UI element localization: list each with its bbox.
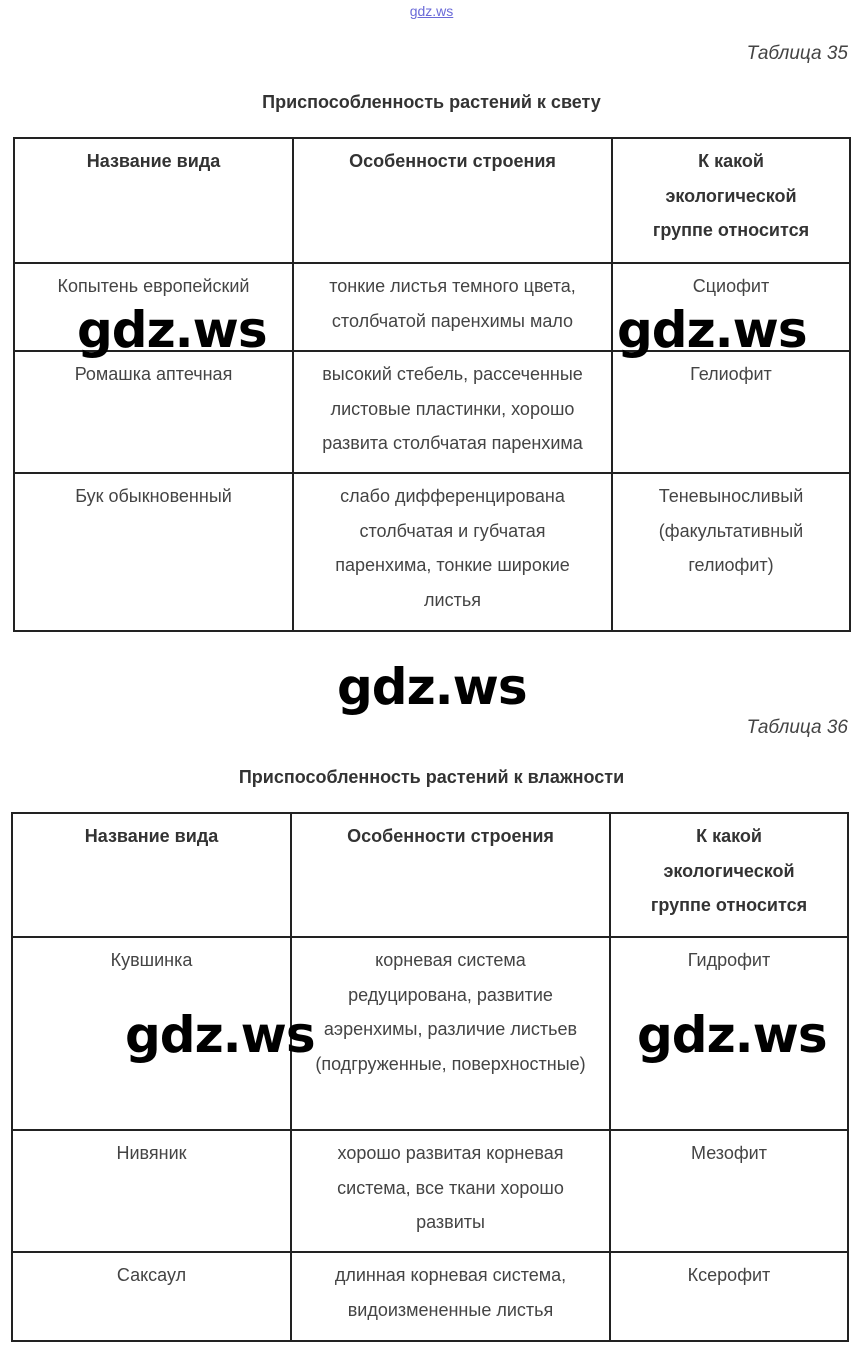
- table-row: [14, 351, 850, 473]
- cell-group: Гидрофит: [610, 937, 848, 1130]
- cell-structure: длинная корневая система, видоизмененные листья: [291, 1252, 610, 1341]
- watermark: gdz.ws: [637, 1006, 827, 1064]
- watermark: gdz.ws: [617, 301, 807, 359]
- watermark: gdz.ws: [125, 1006, 315, 1064]
- header-cell-structure: Особенности строения: [291, 813, 610, 937]
- table-row: [14, 473, 850, 631]
- header-cell-species: Название вида: [14, 138, 293, 263]
- cell-structure: хорошо развитая корневая система, все ткани хорошо развиты: [291, 1130, 610, 1252]
- header-cell-species: Название вида: [12, 813, 291, 937]
- table-35-title: Приспособленность растений к свету: [262, 92, 601, 112]
- cell-species: Кувшинка: [12, 937, 291, 1130]
- table-row: [12, 1252, 848, 1341]
- watermark: gdz.ws: [77, 301, 267, 359]
- cell-structure: корневая система редуцирована, развитие аэренхимы, различие листьев (подгруженные, поверхностные): [291, 937, 610, 1130]
- table-36-caption: Таблица 36: [746, 717, 848, 738]
- cell-structure: тонкие листья темного цвета, столбчатой паренхимы мало: [293, 263, 612, 351]
- cell-group: Мезофит: [610, 1130, 848, 1252]
- table-35: [13, 137, 851, 632]
- cell-group: Сциофит: [612, 263, 850, 351]
- cell-species: Ромашка аптечная: [14, 351, 293, 473]
- header-cell-group: К какой экологической группе относится: [612, 138, 850, 263]
- cell-species: Саксаул: [12, 1252, 291, 1341]
- table-row: [12, 1130, 848, 1252]
- header-cell-structure: Особенности строения: [293, 138, 612, 263]
- table-36: [11, 812, 849, 1342]
- cell-structure: высокий стебель, рассеченные листовые пластинки, хорошо развита столбчатая паренхима: [293, 351, 612, 473]
- table-header-row: [14, 138, 850, 263]
- table-header-row: [12, 813, 848, 937]
- table-35-caption: Таблица 35: [746, 43, 848, 64]
- cell-species: Копытень европейский: [14, 263, 293, 351]
- watermark: gdz.ws: [337, 658, 527, 716]
- cell-group: Теневыносливый (факультативный гелиофит): [612, 473, 850, 631]
- cell-species: Бук обыкновенный: [14, 473, 293, 631]
- table-36-title: Приспособленность растений к влажности: [238, 767, 625, 787]
- cell-structure: слабо дифференцирована столбчатая и губчатая паренхима, тонкие широкие листья: [293, 473, 612, 631]
- cell-species: Нивяник: [12, 1130, 291, 1252]
- header-cell-group: К какой экологической группе относится: [610, 813, 848, 937]
- cell-group: Гелиофит: [612, 351, 850, 473]
- cell-group: Ксерофит: [610, 1252, 848, 1341]
- site-link[interactable]: gdz.ws: [409, 3, 454, 19]
